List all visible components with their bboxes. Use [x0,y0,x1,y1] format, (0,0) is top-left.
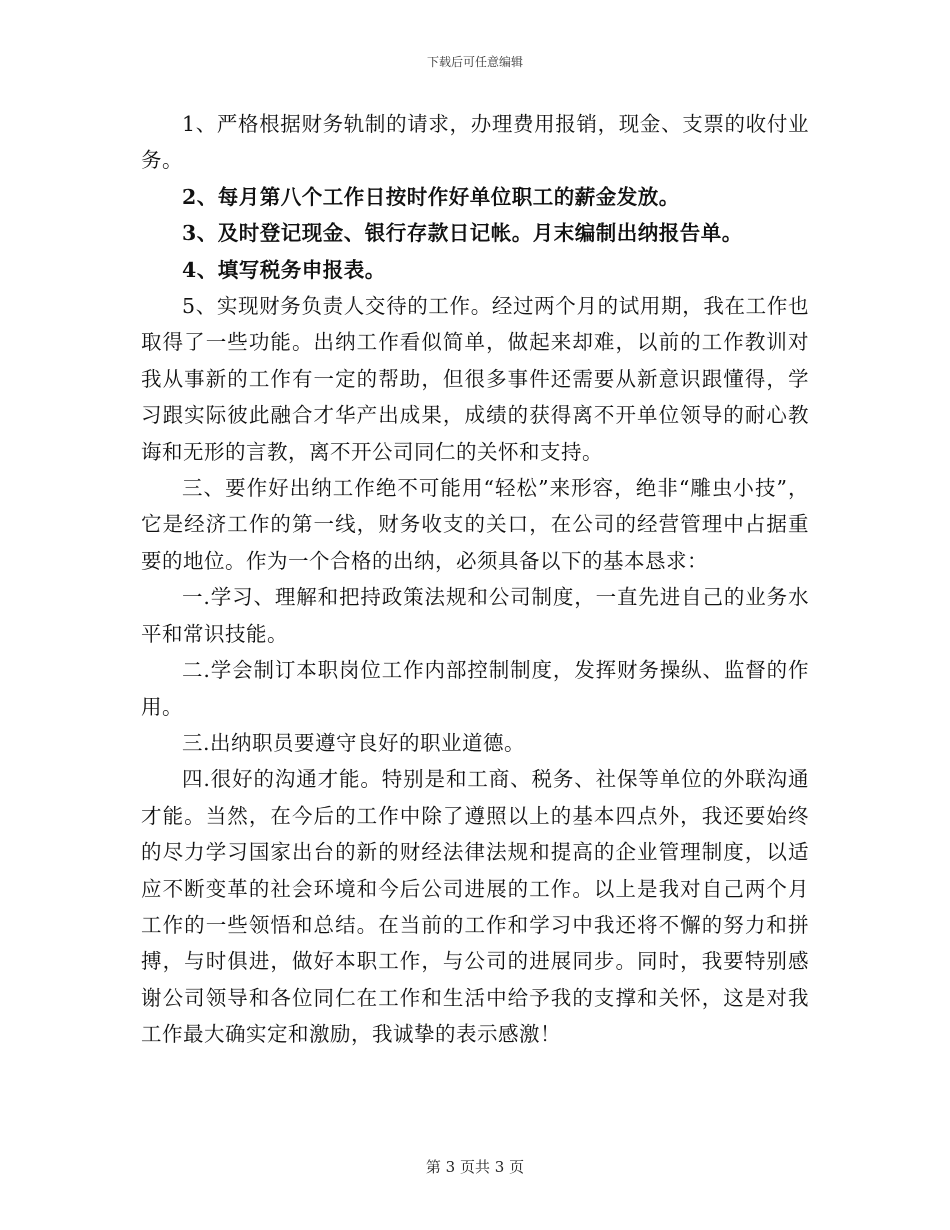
document-body [141,106,809,1053]
page-footer: 第 3 页共 3 页 [425,1158,525,1176]
paragraph-1: 1、严格根据财务轨制的请求，办理费用报销，现金、支票的收付业务。 [141,112,809,173]
paragraph-2: 2、每月第八个工作日按时作好单位职工的薪金发放。 [182,184,680,209]
paragraph-5: 5、实现财务负责人交待的工作。经过两个月的试用期，我在工作也取得了一些功能。出纳工作看似简单，做起来却难，以前的工作教训对我从事新的工作有一定的帮助，但很多事件还需要从新意识跟懂得，学习跟实际彼此融合才华产出成果，成绩的获得离不开单位领导的耐心教诲和无形的言教，离不开公司同仁的关怀和支持。 [141,294,809,464]
paragraph-4: 4、填写税务申报表。 [182,257,386,282]
paragraph-3: 3、及时登记现金、银行存款日记帐。月末编制出纳报告单。 [182,221,743,246]
paragraph-10: 四.很好的沟通才能。特别是和工商、税务、社保等单位的外联沟通才能。当然，在今后的工作中除了遵照以上的基本四点外，我还要始终的尽力学习国家出台的新的财经法律法规和提高的企业管理制度，以适应不断变革的社会环境和今后公司进展的工作。以上是我对自己两个月工作的一些领悟和总结。在当前的工作和学习中我还将不懈的努力和拼搏，与时俱进，做好本职工作，与公司的进展同步。同时，我要特别感谢公司领导和各位同仁在工作和生活中给予我的支撑和关怀，这是对我工作最大确实定和激励，我诚挚的表示感激！ [141,767,809,1047]
page-header: 下载后可任意编辑 [426,55,523,69]
paragraph-7: 一.学习、理解和把持政策法规和公司制度，一直先进自己的业务水平和常识技能。 [141,585,809,646]
paragraph-8: 二.学会制订本职岗位工作内部控制制度，发挥财务操纵、监督的作用。 [141,658,809,719]
paragraph-9: 三.出纳职员要遵守良好的职业道德。 [182,730,526,755]
paragraph-6: 三、要作好出纳工作绝不可能用“轻松”来形容，绝非“雕虫小技”，它是经济工作的第一线，财务收支的关口，在公司的经营管理中占据重要的地位。作为一个合格的出纳，必须具备以下的基本恳求： [141,476,809,573]
